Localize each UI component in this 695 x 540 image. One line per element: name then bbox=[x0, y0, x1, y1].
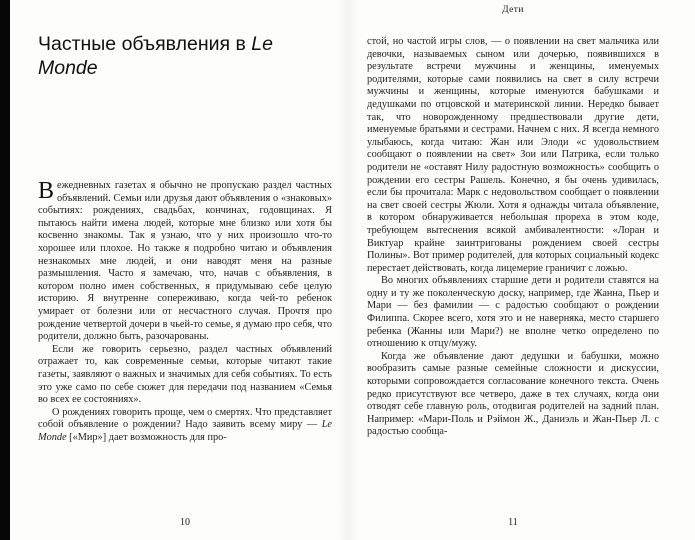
chapter-title-text: Частные объявления в bbox=[38, 33, 252, 55]
paragraph: Во многих объявлениях старшие дети и родители ставятся на одну и ту же поколенческую доску, например, где Жанна, Пьер и Мари — без фамилии — с радостью сообщают о рождении Филиппа. Скорее всего, хотя это и не наверняка, место старшего ребенка (Жанны или Мари?) не вполне четко определено по отношению к отцу/мужу. bbox=[367, 275, 659, 350]
paragraph: стой, но частой игры слов, — о появлении на свет мальчика или девочки, называемых сыном или дочерью, появившихся в результате встречи мужчины и женщины, именуемых родителями, которые сами появились на свет в силу встречи мужчины и женщины, которые именуются бабушками и дедушками по отцовской и материнской линии. Нередко бывает так, что новорожденному предшествовали другие дети, именуемые братьями и сестрами. Начнем с них. Я всегда немного улыбаюсь, когда читаю: Жан или Элоди «с удовольствием сообщают о появлении на свет» Зои или Патрика, если только родители не «оставят Нилу радостную возможность» сообщить о рождении его сестры Рашель. Конечно, я бы очень удивилась, если бы прочитала: Марк с недовольством сообщает о появлении на свет своей сестры Жюли. Хотя я однажды читала объявление, в котором обнаруживается небольшая прореха в этом коде, требующем вытеснения всякой амбивалентности: «Лоран и Виктуар крайне заинтригованы рождением своей сестры Полины». Вот пример родителей, для которых социальный кодекс перестает действовать, когда лицемерие граничит с ложью. bbox=[367, 36, 659, 274]
paragraph: Если же говорить серьезно, раздел частных объявлений отражает то, как современные семьи, которые читают такие газеты, заявляют о важных и значимых для себя событиях. То есть это уже само по себе сюжет для передачи под названием «Семья во всех ее состояниях». bbox=[38, 343, 332, 406]
right-page-body bbox=[367, 36, 659, 439]
paragraph-text: [«Мир»] дает возможность для про- bbox=[66, 431, 227, 443]
paragraph-text: ежедневных газетах я обычно не пропускаю раздел частных объявлений. Семьи или друзья дают объявления о «знаковых» событиях: рождениях, свадьбах, кончинах, годовщинах. Я пытаюсь найти имена людей, которые мне близко или хотя бы косвенно знакомы. Так я узнаю, что у них произошло что-то хорошее или плохое. Но также я подробно читаю и объявления незнакомых мне людей, и они наводят меня на разные размышления. Часто я замечаю, что, начав с объявления, в котором полно имен собственных, я придумываю себе целую историю. Я внутренне сопереживаю, когда чей-то ребенок умирает от болезни или от несчастного случая. Прочтя про рождение четвертой дочери в чьей-то семье, я думаю про себя, что родители, должно быть, разочарованы. bbox=[38, 180, 332, 343]
paragraph bbox=[38, 407, 332, 445]
chapter-title-italic: Le Monde bbox=[38, 33, 273, 79]
paragraph: Когда же объявление дают дедушки и бабушки, можно вообразить самые разные семейные сложности и дискуссии, которыми сопровождается согласование конечного текста. Очень редко присутствуют все четверо, даже в тех случаях, когда они отводят себе главную роль, отодвигая родителей на задний план. Например: «Мари-Поль и Рэймон Ж., Даниэль и Жан-Пьер Л. с радостью сообща- bbox=[367, 350, 659, 438]
scan-edge-strip bbox=[0, 0, 10, 540]
page-number-right: 11 bbox=[508, 517, 518, 528]
left-page-body bbox=[38, 180, 332, 444]
paragraph-text: О рождениях говорить проще, чем о смертях. Что представляет собой объявление о рождении? Надо заявить всему миру — bbox=[38, 406, 332, 431]
newspaper-name-italic: Le Monde bbox=[38, 419, 332, 443]
drop-cap: В bbox=[38, 178, 55, 204]
page-gutter-shadow bbox=[338, 0, 358, 540]
paragraph-opening bbox=[38, 180, 332, 344]
page-number-left: 10 bbox=[180, 517, 190, 528]
running-head: Дети bbox=[502, 5, 524, 15]
chapter-title bbox=[38, 32, 318, 80]
